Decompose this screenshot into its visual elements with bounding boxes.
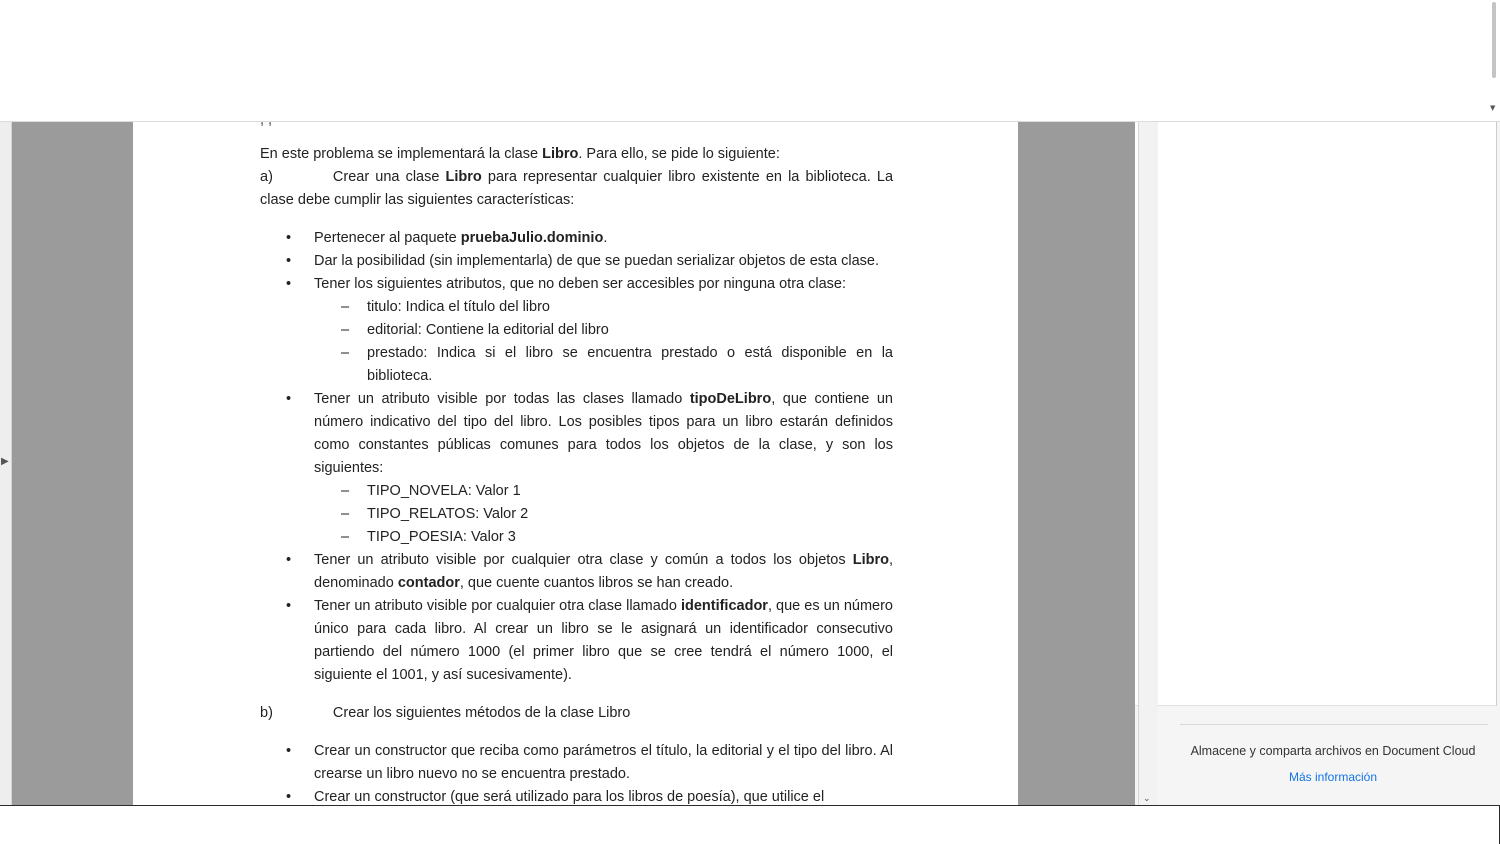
list-item: • Tener los siguientes atributos, que no deben ser accesibles por ninguna otra clase: – titulo: Indica el título del libro – editorial: Contiene la editorial del libro – prestado: Indica si el libro se encuentra prestado o está disponible en la biblioteca.	[314, 273, 893, 388]
left-navigation-rail	[0, 122, 12, 806]
divider	[1180, 724, 1488, 725]
toolbar-area	[0, 0, 1500, 122]
constants-sublist	[314, 480, 893, 549]
scroll-down-arrow-icon[interactable]: ▼	[1490, 104, 1496, 112]
list-item: • Crear un constructor (que será utilizado para los libros de poesía), que utilice el	[314, 786, 893, 809]
list-item: • Tener un atributo visible por todas las clases llamado tipoDeLibro, que contiene un número indicativo del tipo del libro. Los posibles tipos para un libro estarán definidos como constantes públicas comunes para todos los objetos de la clase, y son los siguientes: – TIPO_NOVELA: Valor 1 – TIPO_RELATOS: Valor 2 – TIPO_POESIA: Valor 3	[314, 388, 893, 549]
pdf-text-content	[260, 143, 893, 809]
methods-list	[260, 740, 893, 809]
list-item: • Tener un atributo visible por cualquier otra clase llamado identificador, que es un número único para cada libro. Al crear un libro se le asignará un identificador consecutivo partiendo del número 1000 (el primer libro que se cree tendrá el número 1000, el siguiente el 1001, y así sucesivamente).	[314, 595, 893, 687]
sublist-item: – editorial: Contiene la editorial del libro	[367, 319, 893, 342]
bottom-bar	[0, 805, 1500, 844]
toolbar-scrollbar[interactable]	[1490, 0, 1498, 120]
list-item: • Tener un atributo visible por cualquier otra clase y común a todos los objetos Libro, denominado contador, que cuente cuantos libros se han creado.	[314, 549, 893, 595]
part-b-paragraph: b) Crear los siguientes métodos de la clase Libro	[260, 705, 631, 721]
list-item: • Dar la posibilidad (sin implementarla) de que se puedan serializar objetos de esta clase.	[314, 250, 893, 273]
right-side-panel	[1135, 122, 1500, 806]
scrollbar-thumb[interactable]	[1492, 2, 1496, 78]
expand-panel-icon[interactable]: ▶	[1, 456, 9, 467]
pdf-page	[133, 112, 1018, 806]
document-scrollbar[interactable]	[1138, 122, 1158, 806]
scroll-down-chevron-icon[interactable]: ⌄	[1143, 794, 1151, 804]
clipped-previous-line: , ,	[260, 112, 273, 128]
attribute-sublist	[314, 296, 893, 388]
sublist-item: – TIPO_RELATOS: Valor 2	[367, 503, 893, 526]
intro-paragraph: En este problema se implementará la clase Libro. Para ello, se pide lo siguiente:	[260, 146, 780, 162]
sublist-item: – prestado: Indica si el libro se encuentra prestado o está disponible en la biblioteca.	[367, 342, 893, 388]
more-info-link[interactable]: Más información	[1288, 770, 1378, 784]
sublist-item: – TIPO_POESIA: Valor 3	[367, 526, 893, 549]
requirements-list	[260, 227, 893, 687]
side-panel-content	[1135, 122, 1497, 706]
list-item: • Crear un constructor que reciba como parámetros el título, la editorial y el tipo del libro. Al crearse un libro nuevo no se encuentra prestado.	[314, 740, 893, 786]
list-item: • Pertenecer al paquete pruebaJulio.dominio.	[314, 227, 893, 250]
sublist-item: – TIPO_NOVELA: Valor 1	[367, 480, 893, 503]
document-cloud-promo: Almacene y comparta archivos en Document Cloud	[1190, 744, 1476, 758]
document-canvas	[12, 112, 1135, 806]
part-b-letter: b)	[260, 705, 273, 721]
part-a-letter: a)	[260, 169, 273, 185]
part-a-paragraph: a) Crear una clase Libro para representar cualquier libro existente en la biblioteca. La clase debe cumplir las siguientes características:	[260, 169, 894, 208]
sublist-item: – titulo: Indica el título del libro	[367, 296, 893, 319]
